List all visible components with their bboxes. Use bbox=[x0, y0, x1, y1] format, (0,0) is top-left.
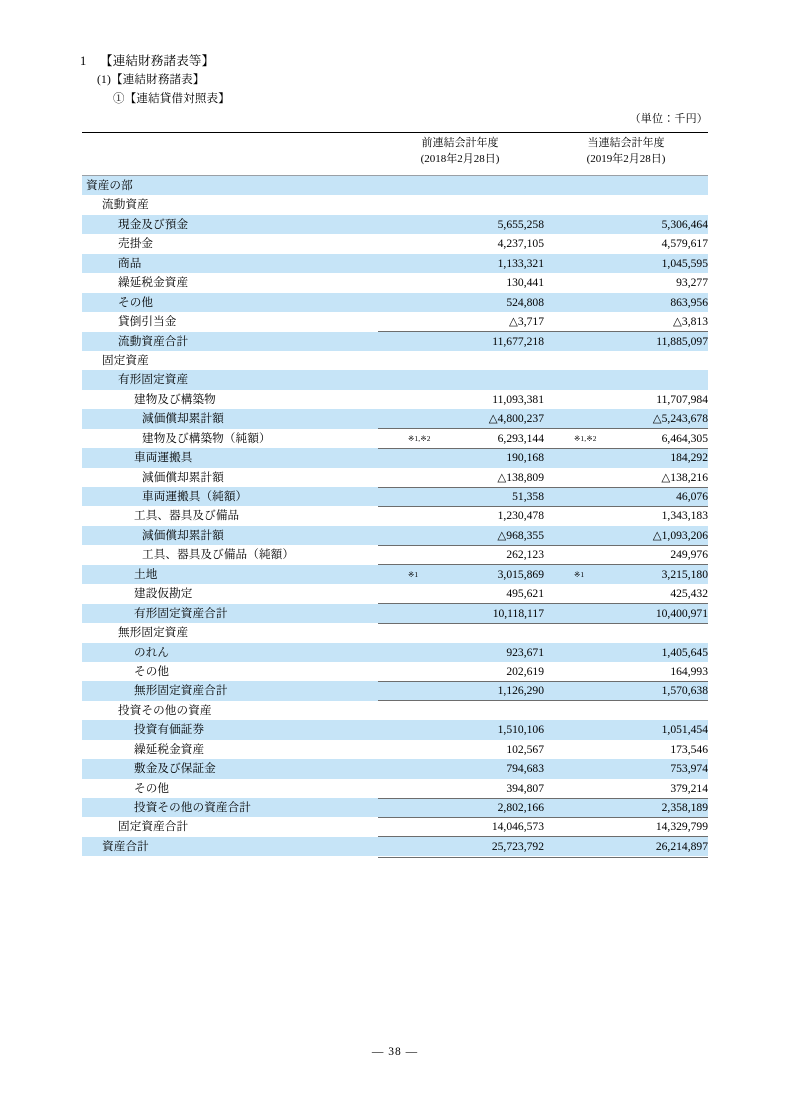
cell-current-year: 184,292 bbox=[670, 451, 708, 465]
cell-previous-year: 524,808 bbox=[506, 295, 544, 309]
row-label: 流動資産合計 bbox=[118, 334, 189, 348]
cell-previous-year: 1,126,290 bbox=[497, 684, 544, 698]
table-row bbox=[82, 681, 708, 700]
row-label: 資産の部 bbox=[86, 179, 133, 192]
table-row bbox=[82, 662, 708, 681]
cell-previous-year: 794,683 bbox=[506, 762, 544, 776]
note-marker-previous: ※1 bbox=[408, 569, 419, 579]
heading-level-3 bbox=[0, 90, 790, 109]
cell-previous-year: 495,621 bbox=[506, 587, 544, 601]
table-row bbox=[82, 429, 708, 448]
row-label: 貸倒引当金 bbox=[118, 315, 177, 329]
row-label: その他 bbox=[118, 295, 154, 309]
table-row bbox=[82, 623, 708, 642]
table-row bbox=[82, 759, 708, 778]
cell-previous-year: 130,441 bbox=[506, 276, 544, 290]
column-header-previous-title: 前連結会計年度 bbox=[421, 137, 499, 149]
cell-current-year: △138,216 bbox=[661, 470, 708, 484]
row-label: 無形固定資産 bbox=[118, 626, 189, 640]
cell-current-year bbox=[544, 701, 708, 720]
cell-current-year: 46,076 bbox=[676, 490, 708, 503]
page-number: — 38 — bbox=[371, 1046, 419, 1058]
cell-previous-year bbox=[378, 176, 544, 195]
row-label: その他 bbox=[134, 781, 170, 795]
table-row bbox=[82, 351, 708, 370]
cell-previous-year: 1,133,321 bbox=[497, 256, 544, 270]
table-row bbox=[82, 195, 708, 214]
cell-current-year: 10,400,971 bbox=[655, 606, 708, 620]
table-row bbox=[82, 779, 708, 798]
cell-previous-year: 202,619 bbox=[506, 664, 544, 678]
cell-previous-year: 262,123 bbox=[506, 548, 544, 562]
cell-previous-year: △3,717 bbox=[508, 315, 544, 329]
cell-previous-year bbox=[378, 623, 544, 642]
column-header-current-date: (2019年2月28日) bbox=[586, 152, 666, 165]
cell-previous-year: △138,809 bbox=[497, 470, 544, 484]
cell-previous-year: 25,723,792 bbox=[491, 839, 544, 853]
cell-current-year: 11,885,097 bbox=[656, 334, 708, 348]
cell-previous-year: 1,230,478 bbox=[497, 509, 544, 523]
column-header-previous-year bbox=[378, 136, 542, 167]
unit-note: （単位：千円） bbox=[629, 113, 708, 125]
heading-level-1 bbox=[0, 52, 790, 71]
table-row bbox=[82, 468, 708, 487]
cell-previous-year bbox=[378, 701, 544, 720]
table-row bbox=[82, 254, 708, 273]
table-row bbox=[82, 526, 708, 545]
table-row bbox=[82, 293, 708, 312]
table-row bbox=[82, 701, 708, 720]
heading-level-2 bbox=[0, 71, 790, 90]
table-row bbox=[82, 584, 708, 603]
cell-current-year: 5,306,464 bbox=[661, 217, 708, 231]
row-label: 有形固定資産 bbox=[118, 373, 189, 387]
column-header-previous-date: (2018年2月28日) bbox=[420, 152, 500, 165]
cell-current-year: 26,214,897 bbox=[655, 839, 708, 853]
row-label: 車両運搬具 bbox=[134, 451, 193, 465]
row-label: 減価償却累計額 bbox=[142, 412, 224, 426]
heading-1-text: 【連結財務諸表等】 bbox=[100, 54, 215, 68]
row-label: 固定資産合計 bbox=[118, 820, 189, 834]
cell-current-year: 1,405,645 bbox=[661, 645, 708, 659]
note-marker-previous: ※1,※2 bbox=[408, 433, 431, 443]
cell-previous-year: 14,046,573 bbox=[491, 820, 544, 834]
cell-previous-year: 190,168 bbox=[506, 451, 544, 465]
row-label: 土地 bbox=[134, 567, 158, 581]
table-row bbox=[82, 720, 708, 739]
table-row bbox=[82, 604, 708, 623]
cell-current-year: 2,358,189 bbox=[661, 801, 708, 814]
table-row bbox=[82, 545, 708, 564]
row-label: 現金及び預金 bbox=[118, 217, 189, 231]
cell-previous-year bbox=[378, 370, 544, 389]
cell-current-year: 3,215,180 bbox=[661, 567, 708, 581]
document-headings bbox=[0, 52, 790, 109]
row-label: 売掛金 bbox=[118, 237, 154, 251]
heading-2-text: 【連結財務諸表】 bbox=[111, 74, 205, 86]
cell-previous-year: 3,015,869 bbox=[497, 567, 544, 581]
cell-previous-year: △4,800,237 bbox=[488, 412, 544, 426]
row-label: 工具、器具及び備品 bbox=[134, 509, 240, 523]
cell-current-year bbox=[544, 623, 708, 642]
table-row bbox=[82, 215, 708, 234]
cell-current-year: 1,343,183 bbox=[661, 509, 708, 523]
row-label: のれん bbox=[134, 645, 170, 659]
cell-previous-year: 11,677,218 bbox=[492, 334, 544, 348]
cell-previous-year: 394,807 bbox=[506, 781, 544, 795]
cell-previous-year bbox=[378, 195, 544, 214]
row-label: 減価償却累計額 bbox=[142, 528, 224, 542]
table-row bbox=[82, 643, 708, 662]
row-label: 建設仮勘定 bbox=[134, 587, 193, 601]
row-label: 固定資産 bbox=[102, 353, 149, 367]
row-label: 車両運搬具（純額） bbox=[142, 490, 248, 503]
table-row bbox=[82, 273, 708, 292]
cell-current-year: 1,051,454 bbox=[661, 723, 708, 737]
row-label: 無形固定資産合計 bbox=[134, 684, 228, 698]
row-label: 減価償却累計額 bbox=[142, 470, 224, 484]
cell-current-year bbox=[544, 195, 708, 214]
table-row bbox=[82, 312, 708, 331]
cell-current-year: 863,956 bbox=[670, 295, 708, 309]
row-label: 工具、器具及び備品（純額） bbox=[142, 548, 295, 562]
row-label: 流動資産 bbox=[102, 198, 149, 212]
table-row bbox=[82, 798, 708, 817]
table-row bbox=[82, 565, 708, 584]
cell-current-year: △1,093,206 bbox=[652, 528, 708, 542]
row-label: 資産合計 bbox=[102, 839, 149, 853]
cell-current-year: 11,707,984 bbox=[656, 392, 708, 406]
cell-current-year: 753,974 bbox=[670, 762, 708, 776]
heading-3-text: 【連結貸借対照表】 bbox=[124, 93, 231, 105]
row-label: 建物及び構築物（純額） bbox=[142, 431, 271, 445]
cell-previous-year: 5,655,258 bbox=[497, 217, 544, 231]
consolidated-balance-sheet-table bbox=[82, 132, 708, 856]
row-label: 繰延税金資産 bbox=[118, 276, 189, 290]
table-row bbox=[82, 487, 708, 506]
note-marker-current: ※1,※2 bbox=[574, 433, 597, 443]
cell-current-year bbox=[544, 176, 708, 195]
cell-current-year: 4,579,617 bbox=[661, 237, 708, 251]
row-label: 投資その他の資産 bbox=[118, 703, 212, 717]
row-label: その他 bbox=[134, 664, 170, 678]
cell-current-year bbox=[544, 351, 708, 370]
table-row bbox=[82, 817, 708, 836]
cell-previous-year: 102,567 bbox=[506, 742, 544, 756]
table-bottom-rule bbox=[378, 857, 708, 858]
cell-current-year: 164,993 bbox=[670, 664, 708, 678]
cell-previous-year bbox=[378, 351, 544, 370]
cell-current-year: 6,464,305 bbox=[661, 431, 708, 445]
heading-3-number: ① bbox=[113, 93, 125, 105]
cell-current-year: 1,570,638 bbox=[661, 684, 708, 698]
table-row bbox=[82, 390, 708, 409]
cell-previous-year: △968,355 bbox=[497, 528, 544, 542]
cell-previous-year: 923,671 bbox=[506, 645, 544, 659]
cell-current-year: 1,045,595 bbox=[661, 256, 708, 270]
cell-previous-year: 51,358 bbox=[512, 490, 544, 503]
row-label: 建物及び構築物 bbox=[134, 392, 216, 406]
cell-current-year: △3,813 bbox=[672, 315, 708, 329]
cell-current-year: 379,214 bbox=[670, 781, 708, 795]
table-row bbox=[82, 370, 708, 389]
table-row bbox=[82, 506, 708, 525]
cell-current-year: 173,546 bbox=[670, 742, 708, 756]
heading-1-number: 1 bbox=[80, 54, 87, 68]
cell-current-year: △5,243,678 bbox=[652, 412, 708, 426]
heading-2-number: (1) bbox=[97, 74, 112, 86]
table-body bbox=[82, 176, 708, 856]
note-marker-current: ※1 bbox=[574, 569, 585, 579]
table-row bbox=[82, 448, 708, 467]
column-header-current-year bbox=[544, 136, 708, 167]
table-row bbox=[82, 332, 708, 351]
row-label: 投資有価証券 bbox=[134, 723, 205, 737]
row-label: 投資その他の資産合計 bbox=[134, 801, 251, 814]
table-row bbox=[82, 234, 708, 253]
cell-previous-year: 11,093,381 bbox=[492, 392, 544, 406]
cell-previous-year: 1,510,106 bbox=[497, 723, 544, 737]
cell-previous-year: 10,118,117 bbox=[492, 606, 544, 620]
row-label: 商品 bbox=[118, 256, 142, 270]
table-row bbox=[82, 837, 708, 856]
cell-previous-year: 4,237,105 bbox=[497, 237, 544, 251]
cell-current-year: 425,432 bbox=[670, 587, 708, 601]
table-row bbox=[82, 409, 708, 428]
cell-current-year: 93,277 bbox=[676, 276, 708, 290]
cell-previous-year: 2,802,166 bbox=[497, 801, 544, 814]
table-row bbox=[82, 176, 708, 195]
cell-current-year: 14,329,799 bbox=[655, 820, 708, 834]
cell-current-year: 249,976 bbox=[670, 548, 708, 562]
row-label: 敷金及び保証金 bbox=[134, 762, 216, 776]
cell-current-year bbox=[544, 370, 708, 389]
column-header-current-title: 当連結会計年度 bbox=[587, 137, 665, 149]
row-label: 繰延税金資産 bbox=[134, 742, 205, 756]
table-row bbox=[82, 740, 708, 759]
table-header bbox=[82, 133, 708, 175]
cell-previous-year: 6,293,144 bbox=[497, 431, 544, 445]
row-label: 有形固定資産合計 bbox=[134, 606, 228, 620]
